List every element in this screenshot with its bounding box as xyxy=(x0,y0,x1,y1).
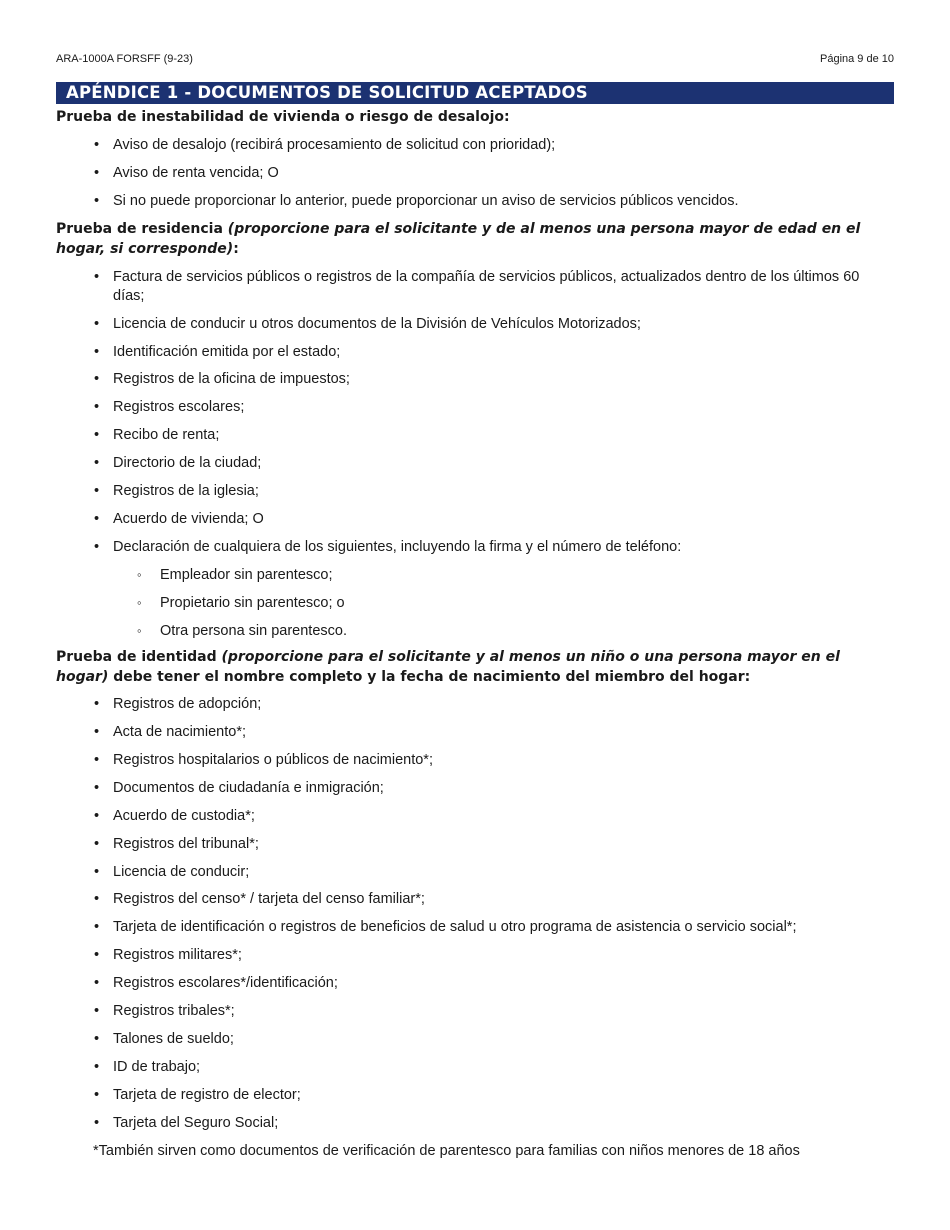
section-heading-identity xyxy=(56,647,894,687)
list-item: • Aviso de renta vencida; O xyxy=(113,164,873,183)
list-item: • Registros militares*; xyxy=(113,946,873,965)
list-item: • Registros de adopción; xyxy=(113,695,873,714)
list-item: • ID de trabajo; xyxy=(113,1058,873,1077)
list-item: • Registros hospitalarios o públicos de nacimiento*; xyxy=(113,751,873,770)
list-item: • Registros del tribunal*; xyxy=(113,835,873,854)
list-item: • Factura de servicios públicos o registros de la compañía de servicios públicos, actualizados dentro de los últimos 60 días; xyxy=(113,268,873,306)
list-item: • Acuerdo de custodia*; xyxy=(113,807,873,826)
list-item: • Tarjeta de registro de elector; xyxy=(113,1086,873,1105)
form-id: ARA-1000A FORSFF (9-23) xyxy=(56,53,193,65)
heading-bold: Prueba de residencia xyxy=(56,221,228,237)
list-item: • Directorio de la ciudad; xyxy=(113,454,873,473)
list-item: • Si no puede proporcionar lo anterior, puede proporcionar un aviso de servicios públicos vencidos. xyxy=(113,192,873,211)
list-item: • Registros de la oficina de impuestos; xyxy=(113,370,873,389)
list-item: • Declaración de cualquiera de los siguientes, incluyendo la firma y el número de teléfono: xyxy=(113,538,873,557)
heading-end: : xyxy=(233,241,239,257)
sub-list-item: ◦ Empleador sin parentesco; xyxy=(160,566,860,585)
heading-bold: Prueba de identidad xyxy=(56,649,222,665)
heading-italic: (proporcione para el solicitante y al menos un niño o una persona mayor en el hogar) xyxy=(56,649,840,685)
sub-list-item: ◦ Propietario sin parentesco; o xyxy=(160,594,860,613)
list-item: • Tarjeta de identificación o registros de beneficios de salud u otro programa de asistencia o servicio social*; xyxy=(113,918,873,937)
appendix-title-banner: APÉNDICE 1 - DOCUMENTOS DE SOLICITUD ACEPTADOS xyxy=(56,82,894,104)
list-item: • Registros escolares*/identificación; xyxy=(113,974,873,993)
list-item: • Registros escolares; xyxy=(113,398,873,417)
list-item: • Aviso de desalojo (recibirá procesamiento de solicitud con prioridad); xyxy=(113,136,873,155)
list-item: • Recibo de renta; xyxy=(113,426,873,445)
list-item: • Licencia de conducir; xyxy=(113,863,873,882)
list-item: • Registros de la iglesia; xyxy=(113,482,873,501)
list-item: • Identificación emitida por el estado; xyxy=(113,343,873,362)
footnote: *También sirven como documentos de verificación de parentesco para familias con niños menores de 18 años xyxy=(93,1143,800,1159)
sub-list-item: ◦ Otra persona sin parentesco. xyxy=(160,622,860,641)
list-item: • Talones de sueldo; xyxy=(113,1030,873,1049)
list-item: • Registros tribales*; xyxy=(113,1002,873,1021)
list-item: • Documentos de ciudadanía e inmigración; xyxy=(113,779,873,798)
list-item: • Acta de nacimiento*; xyxy=(113,723,873,742)
page-number: Página 9 de 10 xyxy=(820,53,895,65)
heading-italic: (proporcione para el solicitante y de al menos una persona mayor de edad en el hogar, si corresponde) xyxy=(56,221,861,257)
heading-end: debe tener el nombre completo y la fecha de nacimiento del miembro del hogar: xyxy=(108,669,751,685)
list-item: • Tarjeta del Seguro Social; xyxy=(113,1114,873,1133)
section-heading-residence xyxy=(56,219,894,259)
list-item: • Licencia de conducir u otros documentos de la División de Vehículos Motorizados; xyxy=(113,315,873,334)
section-heading-housing-instability: Prueba de inestabilidad de vivienda o riesgo de desalojo: xyxy=(56,109,510,125)
list-item: • Registros del censo* / tarjeta del censo familiar*; xyxy=(113,890,873,909)
list-item: • Acuerdo de vivienda; O xyxy=(113,510,873,529)
